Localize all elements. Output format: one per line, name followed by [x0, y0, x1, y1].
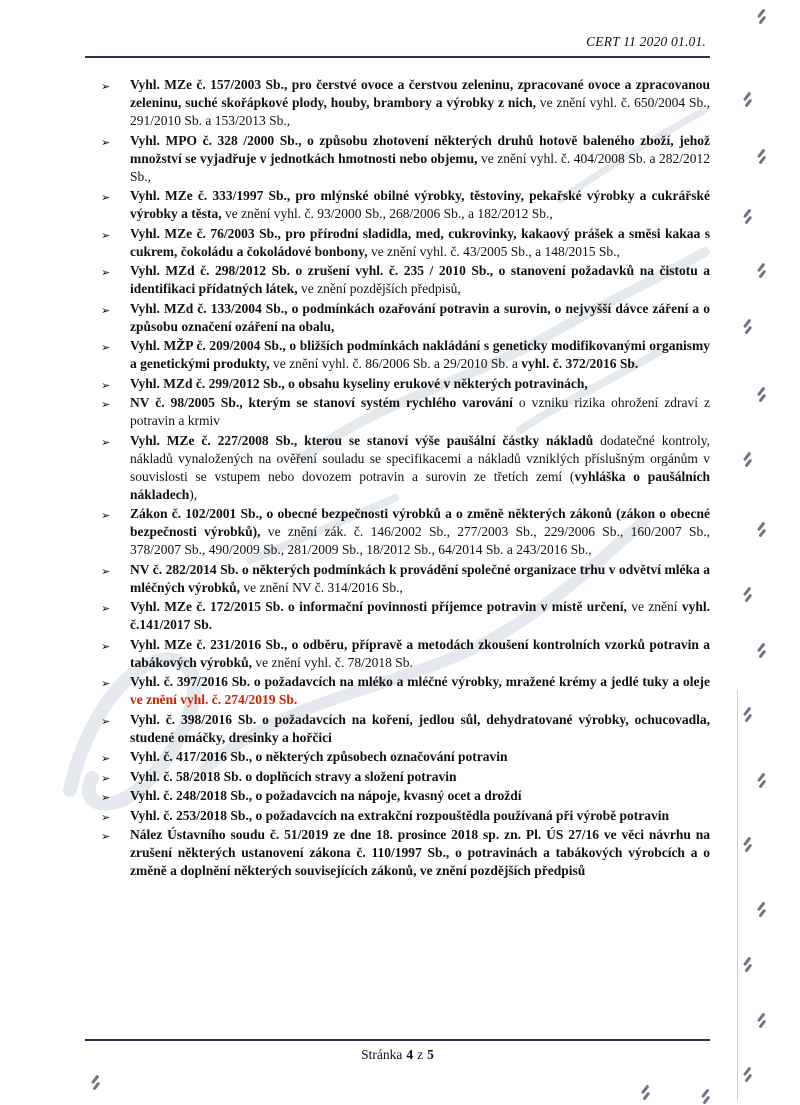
list-item: [100, 337, 710, 373]
scan-mark-artifact: [641, 1085, 649, 1094]
list-item: [100, 300, 710, 336]
list-item: [100, 748, 710, 766]
scan-mark-artifact: [757, 902, 765, 911]
arrow-bullet-icon: ➢: [101, 266, 111, 279]
regulation-text-segment: o vzniku rizika ohrožení zdraví z potravin a krmiv: [130, 395, 710, 428]
header-rule: [85, 56, 710, 58]
arrow-bullet-icon: ➢: [101, 771, 111, 785]
arrow-bullet-icon: ➢: [101, 303, 111, 317]
arrow-bullet-icon: ➢: [101, 228, 111, 242]
scan-mark-artifact: [743, 1067, 751, 1076]
footer-total-pages: 5: [427, 1047, 434, 1062]
arrow-bullet-icon: ➢: [101, 378, 111, 392]
scan-mark-artifact: [757, 387, 765, 396]
arrow-bullet-icon: ➢: [101, 602, 111, 615]
list-item: [100, 262, 710, 298]
list-item: [100, 673, 710, 709]
arrow-bullet-icon: ➢: [101, 509, 111, 522]
regulation-text-segment: NV č. 98/2005 Sb., kterým se stanoví systém rychlého varování: [130, 395, 519, 410]
regulation-text-segment: Nález Ústavního soudu č. 51/2019 ze dne 18. prosince 2018 sp. zn. Pl. ÚS 27/16 ve věci návrhu na zrušení některých ustanovení zákona č. 110/1997 Sb., o potravinách a tabákových výrobcích a o změně a doplnění některých souvisejících zákonů, ve znění pozdějších předpisů: [130, 827, 710, 878]
scan-mark-artifact: [743, 209, 751, 218]
list-item: [100, 598, 710, 634]
regulation-text-segment: ve znění zák. č. 146/2002 Sb., 277/2003 Sb., 229/2006 Sb., 160/2007 Sb., 378/2007 Sb., 490/2009 Sb., 281/2009 Sb., 18/2012 Sb., 64/2014 Sb. a 243/2016 Sb.,: [130, 524, 710, 557]
arrow-bullet-icon: ➢: [101, 398, 111, 411]
list-item: [100, 76, 710, 130]
arrow-bullet-icon: ➢: [101, 435, 111, 449]
arrow-bullet-icon: ➢: [101, 830, 111, 843]
regulation-text-segment: dodatečné kontroly, nákladů vynaložených na ověření souladu se specifikacemi a nákladů vzniklých příslušným orgánům v souvislosti se vstupem nebo dovozem potravin a surovin ze třetích zemí (: [130, 432, 710, 484]
regulation-text-segment: vyhl. č. 372/2016 Sb.: [521, 356, 639, 371]
regulation-text-segment: ),: [189, 486, 198, 502]
regulation-text-segment: Vyhl. MZd č. 299/2012 Sb., o obsahu kyseliny erukové v některých potravinách,: [130, 375, 588, 391]
scan-mark-artifact: [743, 957, 751, 966]
regulation-list: [100, 76, 710, 882]
regulation-text-segment: Vyhl. MZd č. 298/2012 Sb. o zrušení vyhl. č. 235 / 2010 Sb., o stanovení požadavků na čistotu a identifikaci přídatných látek,: [130, 263, 710, 296]
footer-page-label: Stránka: [361, 1047, 403, 1062]
scan-mark-artifact: [743, 837, 751, 846]
list-item: [100, 394, 710, 430]
scan-mark-artifact: [701, 1089, 709, 1098]
regulation-text-segment: ve znění vyhl. č. 650/2004 Sb., 291/2010 Sb. a 153/2013 Sb.,: [130, 95, 710, 128]
scan-mark-artifact: [743, 452, 751, 461]
regulation-text-segment: Vyhl. č. 397/2016 Sb. o požadavcích na mléko a mléčné výrobky, mražené krémy a jedlé tuky a oleje: [130, 674, 710, 689]
list-item: [100, 787, 710, 805]
regulation-text-segment: Vyhl. č. 58/2018 Sb. o doplňcích stravy a složení potravin: [130, 768, 457, 784]
scan-mark-artifact: [757, 522, 765, 531]
regulation-text-segment: Vyhl. č. 417/2016 Sb., o některých způsobech označování potravin: [130, 749, 508, 764]
scan-mark-artifact: [757, 1013, 765, 1022]
list-item: [100, 768, 710, 786]
regulation-text-segment: NV č. 282/2014 Sb. o některých podmínkách k provádění společné organizace trhu v odvětví mléka a mléčných výrobků,: [130, 561, 710, 595]
footer-page-number: 4: [406, 1047, 414, 1062]
scan-mark-artifact: [757, 149, 765, 158]
list-item: [100, 375, 710, 393]
regulation-text-segment: vyhl. č.141/2017 Sb.: [130, 599, 710, 632]
scan-mark-artifact: [743, 92, 751, 101]
regulation-text-segment: ve znění vyhl. č. 86/2006 Sb. a 29/2010 Sb. a: [273, 356, 522, 371]
regulation-text-segment: Zákon č. 102/2001 Sb., o obecné bezpečnosti výrobků a o změně některých zákonů (zákon o obecné bezpečnosti výrobků),: [130, 506, 710, 539]
arrow-bullet-icon: ➢: [101, 677, 111, 690]
regulation-text-segment: ve znění vyhl. č. 78/2018 Sb.: [255, 654, 413, 670]
regulation-text-segment: Vyhl. MZd č. 133/2004 Sb., o podmínkách ozařování potravin a surovin, o nejvyšší dávce záření a o způsobu označení ozáření na obalu,: [130, 300, 710, 334]
scan-mark-artifact: [743, 587, 751, 596]
list-item: [100, 132, 710, 186]
list-item: [100, 826, 710, 880]
footer-rule: [85, 1039, 710, 1041]
regulation-text-segment: Vyhl. MZe č. 231/2016 Sb., o odběru, přípravě a metodách zkoušení kontrolních vzorků potravin a tabákových výrobků,: [130, 636, 710, 670]
list-item: [100, 225, 710, 261]
scan-mark-artifact: [757, 643, 765, 652]
scan-line-artifact: [737, 690, 738, 1100]
regulation-text-segment: Vyhl. č. 248/2018 Sb., o požadavcích na nápoje, kvasný ocet a droždí: [130, 788, 522, 803]
arrow-bullet-icon: ➢: [101, 135, 111, 149]
regulation-text-segment: Vyhl. č. 398/2016 Sb. o požadavcích na koření, jedlou sůl, dehydratované výrobky, ochucovadla, studené omáčky, dresinky a hořčici: [130, 711, 710, 745]
scan-mark-artifact: [757, 773, 765, 782]
list-item: [100, 505, 710, 559]
regulation-text-segment: ve znění vyhl. č. 93/2000 Sb., 268/2006 Sb., a 182/2012 Sb.,: [225, 206, 553, 221]
scan-mark-artifact: [757, 263, 765, 272]
regulation-text-segment: Vyhl. MZe č. 76/2003 Sb., pro přírodní sladidla, med, cukrovinky, kakaový prášek a směsi kakaa s cukrem, čokoládu a čokoládové bonbony,: [130, 225, 710, 259]
scan-mark-artifact: [91, 1075, 99, 1084]
arrow-bullet-icon: ➢: [101, 639, 111, 653]
footer-of-label: z: [417, 1047, 424, 1062]
regulation-text-segment: Vyhl. MPO č. 328 /2000 Sb., o způsobu zhotovení některých druhů hotově baleného zboží, jehož množství se vyjadřuje v jednotkách hmotnosti nebo objemu,: [130, 132, 710, 166]
scan-mark-artifact: [743, 319, 751, 328]
list-item: [100, 711, 710, 747]
regulation-text-segment: vyhláška o paušálních nákladech: [130, 468, 710, 502]
arrow-bullet-icon: ➢: [101, 791, 111, 804]
regulation-text-segment: Vyhl. MŽP č. 209/2004 Sb., o bližších podmínkách nakládání s geneticky modifikovanými organismy a genetickými produkty,: [130, 338, 710, 371]
regulation-text-segment: Vyhl. MZe č. 227/2008 Sb., kterou se stanoví výše paušální částky nákladů: [130, 432, 601, 448]
regulation-text-segment: ve znění vyhl. č. 43/2005 Sb., a 148/2015 Sb.,: [370, 243, 620, 259]
regulation-text-segment: ve znění vyhl. č. 274/2019 Sb.: [130, 692, 298, 707]
regulation-text-segment: ve znění: [631, 599, 682, 614]
regulation-text-segment: ve znění vyhl. č. 404/2008 Sb. a 282/2012 Sb.,: [130, 150, 710, 184]
list-item: [100, 807, 710, 825]
regulation-text-segment: Vyhl. MZe č. 172/2015 Sb. o informační povinnosti příjemce potravin v místě určení,: [130, 599, 632, 614]
scan-mark-artifact: [757, 9, 765, 18]
scan-mark-artifact: [743, 707, 751, 716]
regulation-text-segment: Vyhl. MZe č. 333/1997 Sb., pro mlýnské obilné výrobky, těstoviny, pekařské výrobky a cukrářské výrobky a těsta,: [130, 188, 710, 221]
arrow-bullet-icon: ➢: [101, 810, 111, 824]
arrow-bullet-icon: ➢: [101, 80, 111, 93]
page-footer: [85, 1047, 710, 1063]
arrow-bullet-icon: ➢: [101, 191, 111, 204]
list-item: [100, 432, 710, 504]
list-item: [100, 636, 710, 672]
list-item: [100, 561, 710, 597]
arrow-bullet-icon: ➢: [101, 564, 111, 578]
arrow-bullet-icon: ➢: [101, 714, 111, 728]
regulation-text-segment: ve znění pozdějších předpisů,: [301, 281, 461, 296]
arrow-bullet-icon: ➢: [101, 341, 111, 354]
regulation-text-segment: ve znění NV č. 314/2016 Sb.,: [243, 579, 403, 595]
list-item: [100, 187, 710, 223]
arrow-bullet-icon: ➢: [101, 752, 111, 765]
header-doc-code: CERT 11 2020 01.01.: [586, 34, 706, 49]
regulation-text-segment: Vyhl. č. 253/2018 Sb., o požadavcích na extrakční rozpouštědla používaná při výrobě potravin: [130, 807, 670, 823]
regulation-text-segment: Vyhl. MZe č. 157/2003 Sb., pro čerstvé ovoce a čerstvou zeleninu, zpracované ovoce a zpracovanou zeleninu, suché skořápkové plody, houby, brambory a výrobky z nich,: [130, 77, 710, 110]
